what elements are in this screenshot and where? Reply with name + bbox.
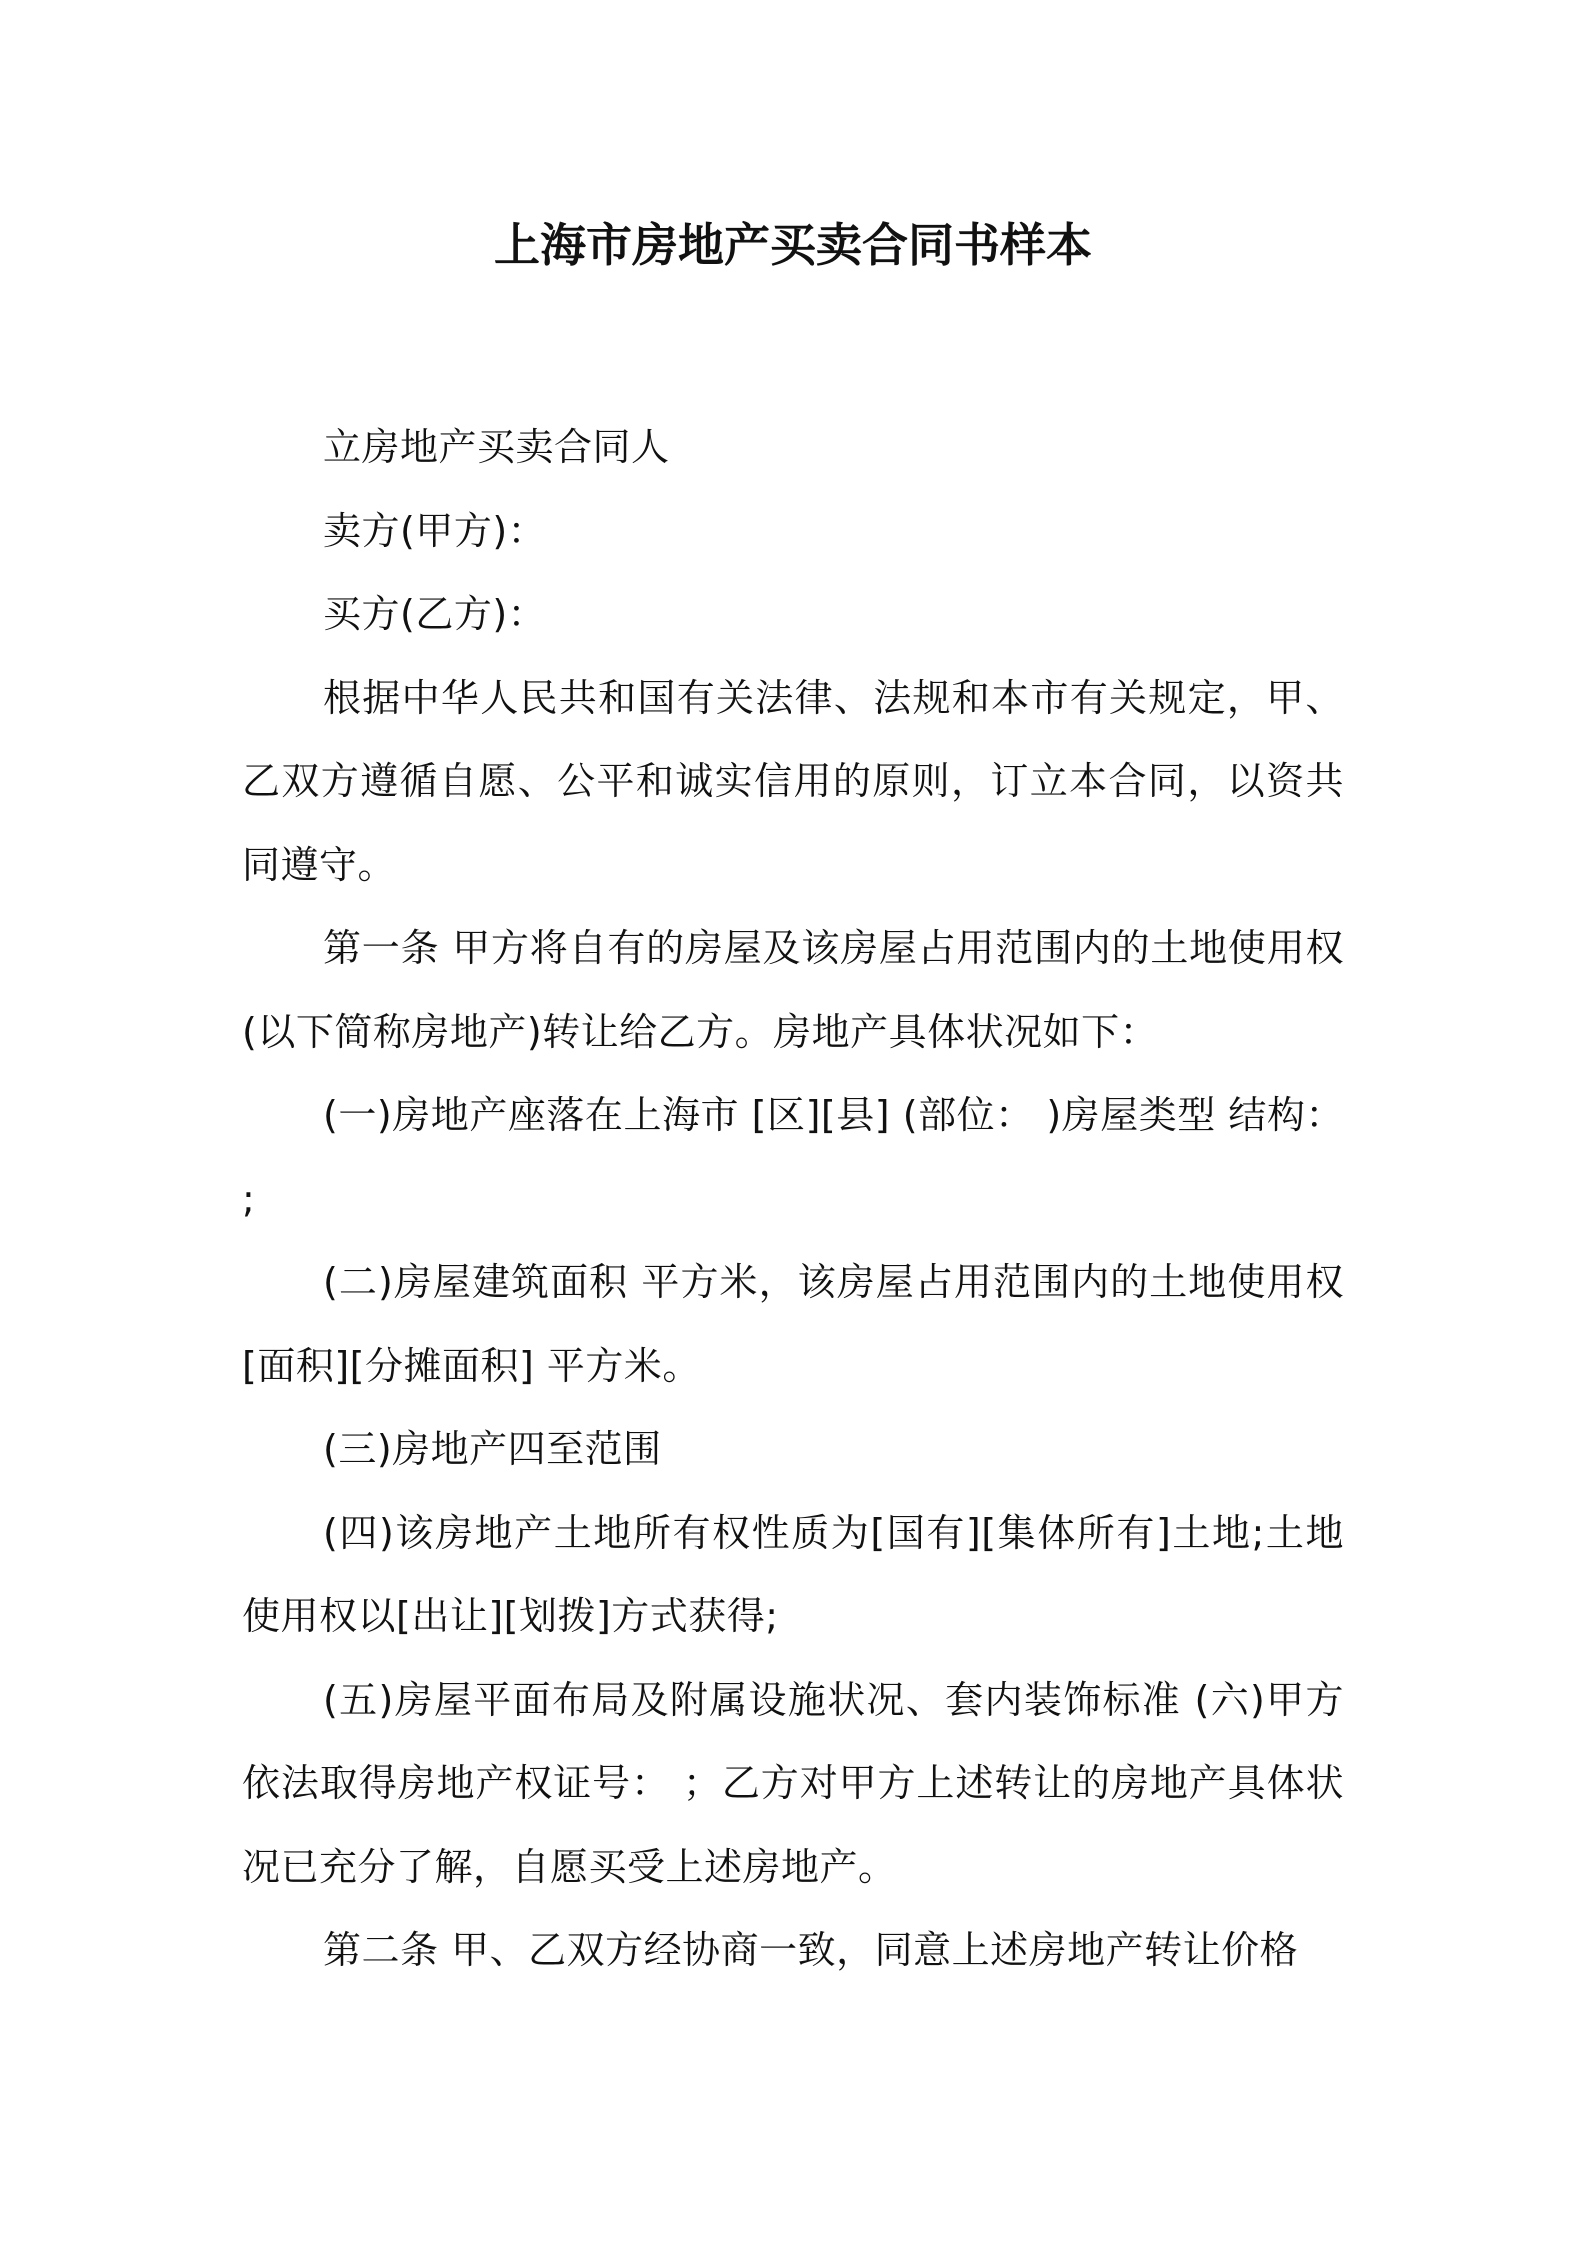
item-one-paragraph: (一)房地产座落在上海市 [区][县] (部位： )房屋类型 结构： ; (242, 1093, 1344, 1221)
item-two-paragraph: (二)房屋建筑面积 平方米，该房屋占用范围内的土地使用权[面积][分摊面积] 平方米。 (242, 1260, 1344, 1388)
document-title: 上海市房地产买卖合同书样本 (494, 218, 1092, 272)
article-two-paragraph: 第二条 甲、乙双方经协商一致，同意上述房地产转让价格 (323, 1928, 1299, 1972)
buyer-line: 买方(乙方)： (323, 592, 547, 636)
seller-line: 卖方(甲方)： (323, 508, 547, 553)
preamble-paragraph: 根据中华人民共和国有关法律、法规和本市有关规定，甲、乙双方遵循自愿、公平和诚实信用的原则，订立本合同，以资共同遵守。 (242, 675, 1344, 887)
document-body (242, 406, 1344, 1993)
item-five-six-paragraph: (五)房屋平面布局及附属设施状况、套内装饰标准 (六)甲方依法取得房地产权证号： ；乙方对甲方上述转让的房地产具体状况已充分了解，自愿买受上述房地产。 (242, 1677, 1344, 1889)
article-one-paragraph: 第一条 甲方将自有的房屋及该房屋占用范围内的土地使用权(以下简称房地产)转让给乙方。房地产具体状况如下： (242, 926, 1344, 1054)
item-three-paragraph: (三)房地产四至范围 (323, 1427, 662, 1471)
contract-parties-heading: 立房地产买卖合同人 (323, 425, 670, 469)
item-four-paragraph: (四)该房地产土地所有权性质为[国有][集体所有]土地;土地使用权以[出让][划拨]方式获得; (242, 1510, 1344, 1638)
